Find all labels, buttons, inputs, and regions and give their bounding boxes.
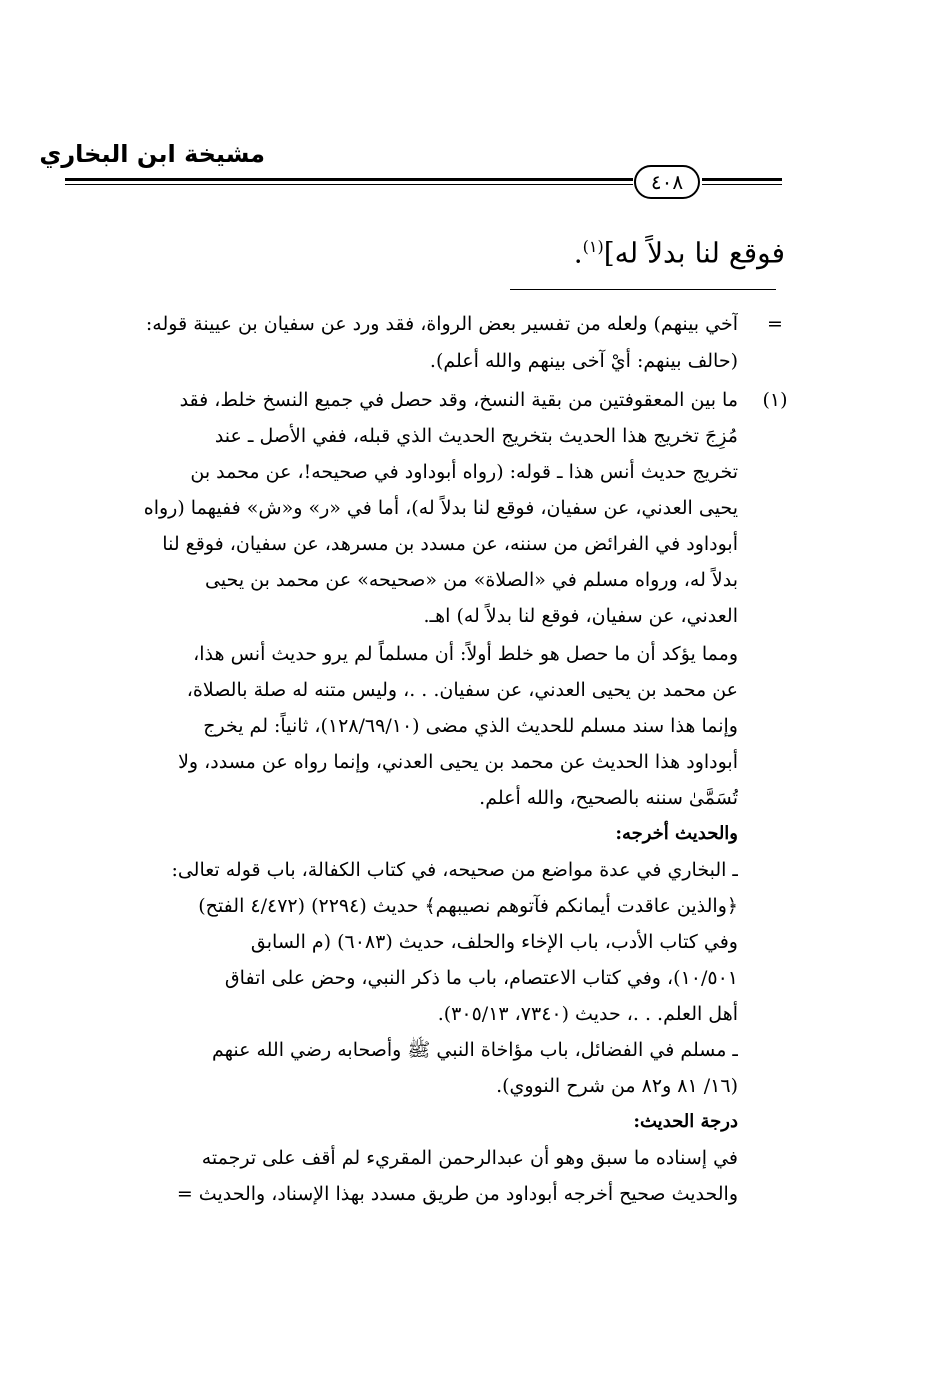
page-number: ٤٠٨ <box>634 165 700 199</box>
header-rule-thick <box>65 178 633 181</box>
footnote-reference: (١) <box>582 237 604 256</box>
footnote-line: وفي كتاب الأدب، باب الإخاء والحلف، حديث (٦٠٨٣) (م السابق <box>250 931 738 953</box>
footnote-separator <box>510 289 776 290</box>
footnote-line: (١٦/ ٨١ و٨٢ من شرح النووي). <box>496 1075 738 1097</box>
footnote-line: ﴿والذين عاقدت أيمانكم فآتوهم نصيبهم﴾ حديث (٢٢٩٤) (٤/٤٧٢ الفتح) <box>198 895 738 917</box>
section-heading: درجة الحديث: <box>633 1111 738 1132</box>
header-rule-thin <box>65 184 633 185</box>
footnote-line: ١٠/٥٠١)، وفي كتاب الاعتصام، باب ما ذكر النبي، وحض على اتفاق <box>224 967 738 989</box>
footnote-line: أبوداود في الفرائض من سننه، عن مسدد بن مسرهد، عن سفيان، فوقع لنا <box>162 533 738 555</box>
footnote-line: في إسناده ما سبق وهو أن عبدالرحمن المقريء لم أقف على ترجمته <box>201 1147 738 1169</box>
footnote-line: أبوداود هذا الحديث عن محمد بن يحيى العدني، وإنما رواه عن مسدد، ولا <box>178 751 738 773</box>
footnote-line: بدلاً له، ورواه مسلم في «الصلاة» من «صحيحه» عن محمد بن يحيى <box>204 569 738 591</box>
running-header-title: مشيخة ابن البخاري <box>39 140 265 168</box>
footnote-line: عن محمد بن يحيى العدني، عن سفيان. . .، وليس متنه له صلة بالصلاة، <box>186 679 738 701</box>
header-rule-right-thin <box>702 184 782 185</box>
footnote-line: مُزِجَ تخريج هذا الحديث بتخريج الحديث الذي قبله، ففي الأصل ـ عند <box>214 425 738 447</box>
footnote-line: ومما يؤكد أن ما حصل هو خلط أولاً: أن مسلماً لم يرو حديث أنس هذا، <box>193 643 738 665</box>
footnote-line: آخي بينهم) ولعله من تفسير بعض الرواة، فقد ورد عن سفيان بن عيينة قوله: <box>145 313 738 335</box>
footnote-line: أهل العلم. . .، حديث (٧٣٤٠، ٣٠٥/١٣). <box>437 1003 738 1025</box>
footnote-line: تخريج حديث أنس هذا ـ قوله: (رواه أبوداود في صحيحه!، عن محمد بن <box>190 461 738 483</box>
footnote-1-marker: (١) <box>762 389 788 411</box>
footnote-continuation-marker: = <box>767 313 783 335</box>
main-text-line <box>420 222 785 272</box>
footnote-line: والحديث صحيح أخرجه أبوداود من طريق مسدد بهذا الإسناد، والحديث = <box>176 1183 738 1205</box>
footnote-line: ـ البخاري في عدة مواضع من صحيحه، في كتاب الكفالة، باب قوله تعالى: <box>171 859 738 881</box>
footnote-line: (حالف بينهم: أيْ آخى بينهم والله أعلم). <box>429 350 738 372</box>
main-text-end: . <box>573 236 583 270</box>
main-text: فوقع لنا بدلاً له] <box>603 236 785 270</box>
footnote-line: العدني، عن سفيان، فوقع لنا بدلاً له) اهـ. <box>423 605 738 627</box>
footnote-line: ـ مسلم في الفضائل، باب مؤاخاة النبي ﷺ وأصحابه رضي الله عنهم <box>211 1039 738 1061</box>
header-rule-right-thick <box>702 178 782 181</box>
footnote-line: وإنما هذا سند مسلم للحديث الذي مضى (١٢٨/٦٩/١٠)، ثانياً: لم يخرج <box>203 715 738 737</box>
section-heading: والحديث أخرجه: <box>615 823 738 844</box>
footnote-line: تُسَمَّىٰ سننه بالصحيح، والله أعلم. <box>479 787 738 809</box>
footnote-line: ما بين المعقوفتين من بقية النسخ، وقد حصل في جميع النسخ خلط، فقد <box>179 389 738 411</box>
footnote-line: يحيى العدني، عن سفيان، فوقع لنا بدلاً له)، أما في «ر» و«ش» ففيهما (رواه <box>143 497 738 519</box>
